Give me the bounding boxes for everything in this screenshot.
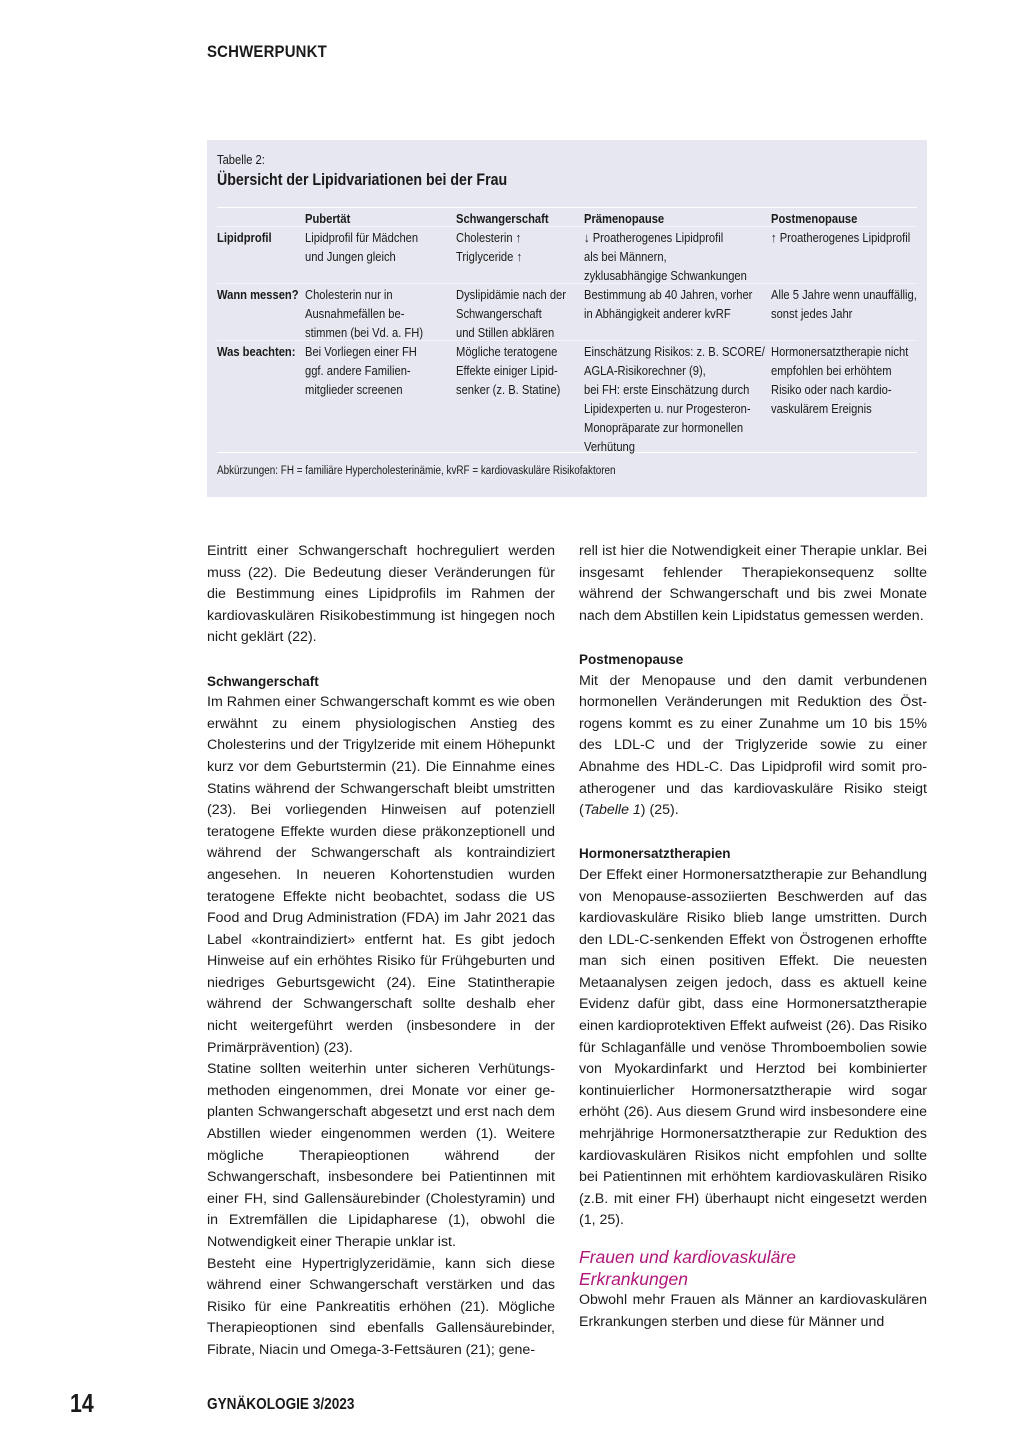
table-reference: Tabelle 1 xyxy=(583,802,641,819)
row-separator xyxy=(217,226,917,227)
right-column xyxy=(579,541,927,1333)
table-cell: ↑ Proatherogenes Lipidprofil xyxy=(771,230,911,245)
table-cell: Einschätzung Risikos: z. B. SCORE/ AGLA-Risikorechner (9), bei FH: erste Einschätzung durch Lipidexperten u. nur Progesteron- Monopräparate zur hormonellen Verhütung xyxy=(584,344,765,454)
paragraph: rell ist hier die Notwendigkeit einer Therapie unklar. Bei insgesamt fehlender Therapiekonsequenz sollte während der Schwangerschaft und bis zwei Monate nach dem Abstillen kein Lipidstatus gemessen werden. xyxy=(579,543,927,624)
table-top-rule xyxy=(217,207,917,208)
column-header: Postmenopause xyxy=(771,211,858,226)
subheading-postmenopause: Postmenopause xyxy=(579,651,684,667)
paragraph: Mit der Menopause und den damit verbundenen hormonellen Veränderungen mit Reduktion des Östrogens kommt es zu einer Zunahme um 10 bis 15% des LDL-C und der Triglyzeride sowie zu einer Abnahme des HDL-C. Das Lipidprofil wird somit proatherogener und das kardiovaskuläre Risiko steigt (Tabelle 1) (25). xyxy=(579,672,927,819)
table-cell: Bei Vorliegen einer FH ggf. andere Familien- mitglieder screenen xyxy=(305,344,417,397)
table-cell: Alle 5 Jahre wenn unauffällig, sonst jedes Jahr xyxy=(771,287,917,321)
section-heading-frauen: Frauen und kardiovaskuläre Erkrankungen xyxy=(579,1247,796,1289)
lipid-table xyxy=(207,140,927,497)
column-header: Pubertät xyxy=(305,211,351,226)
table-caption: Tabelle 2: xyxy=(217,152,265,167)
paragraph: Obwohl mehr Frauen als Männer an kardiovaskulären Erkrankungen sterben und diese für Männer und xyxy=(579,1292,927,1330)
table-cell: Lipidprofil für Mädchen und Jungen gleich xyxy=(305,230,419,264)
subheading-hormonersatztherapien: Hormonersatztherapien xyxy=(579,846,731,862)
table-cell: Cholesterin nur in Ausnahmefällen be- stimmen (bei Vd. a. FH) xyxy=(305,287,424,340)
table-cell: Cholesterin ↑ Triglyceride ↑ xyxy=(456,230,523,264)
section-label: SCHWERPUNKT xyxy=(207,42,327,61)
table-bottom-rule xyxy=(217,452,917,453)
left-column xyxy=(207,541,555,1362)
paragraph: Der Effekt einer Hormonersatztherapie zur Behandlung von Menopause-assoziierten Beschwerden auf das kardiovaskuläre Risiko blieb lange umstritten. Durch den LDL-C-senkenden Effekt von Östrogenen erhoffte man sich einen positiven Effekt. Die neuesten Metaanalysen zeigen jedoch, dass es aktuell keine Evidenz dafür gibt, dass eine Hormonersatztherapie einen kardioprotektiven Effekt aufweist (26). Das Risiko für Schlaganfälle und venöse Thromboembolien sowie von Myokardinfarkt und Herztod bei kombinierter kontinuierlicher Hormonersatztherapie wird sogar erhöht (26). Aus diesem Grund wird insbesondere eine mehrjährige Hormonersatztherapie zur Reduktion des kardiovaskulären Risikos nicht empfohlen und sollte bei Patientinnen mit erhöhtem kardiovaskulären Risiko (z.B. mit einer FH) überhaupt nicht eingesetzt werden (1, 25). xyxy=(579,866,927,1229)
row-label: Lipidprofil xyxy=(217,230,272,245)
table-cell: Bestimmung ab 40 Jahren, vorher in Abhängigkeit anderer kvRF xyxy=(584,287,753,321)
column-header: Schwangerschaft xyxy=(456,211,549,226)
paragraph: Im Rahmen einer Schwangerschaft kommt es wie oben erwähnt zu einem physiologischen Anstieg des Cholesterins und der Trigylzeride mit einem Höhepunkt kurz vor dem Geburtstermin (21). Die Einnahme eines Statins während der Schwangerschaft bleibt umstritten (23). Bei vorliegenden Hinweisen auf potenziell teratogene Effekte wurden diese präkonzeptionell und während der Schwangerschaft als kontraindiziert angesehen. In neueren Kohortenstudien wurden teratogene Effekte nicht beobachtet, sodass die US Food and Drug Administration (FDA) im Jahr 2021 das Label «kontraindiziert» entfernt hat. Es gibt jedoch Hinweise auf ein erhöhtes Risiko für Frühgeburten und niedriges Geburtsgewicht (24). Eine Statintherapie während der Schwangerschaft sollte deshalb eher nicht weitergeführt werden (insbesondere in der Primärprävention) (23). xyxy=(207,694,555,1056)
row-label: Was beachten: xyxy=(217,344,296,359)
subheading-schwangerschaft: Schwangerschaft xyxy=(207,673,319,689)
paragraph: Statine sollten weiterhin unter sicheren Verhütungsmethoden eingenommen, drei Monate vor einer geplanten Schwangerschaft abgesetzt und erst nach dem Abstillen wieder eingenommen werden (1). Weitere mögliche Therapieoptionen während der Schwangerschaft, insbesondere bei Patientinnen mit einer FH, sind Gallensäurebinder (Cholestyramin) und in Extremfällen die Lipidapharese (1), obwohl die Notwendigkeit einer Therapie unklar ist. xyxy=(207,1061,555,1250)
page-number: 14 xyxy=(70,1388,94,1418)
row-separator xyxy=(217,340,917,341)
paragraph: Eintritt einer Schwangerschaft hochreguliert werden muss (22). Die Bedeutung dieser Veränderungen für die Bestimmung eines Lipidprofils im Rahmen der kardiovaskulären Risikobestimmung ist hingegen noch nicht geklärt (22). xyxy=(207,543,555,646)
table-abbreviations: Abkürzungen: FH = familiäre Hypercholesterinämie, kvRF = kardiovaskuläre Risikofaktoren xyxy=(217,465,616,477)
row-label: Wann messen? xyxy=(217,287,299,302)
table-title: Übersicht der Lipidvariationen bei der Frau xyxy=(217,171,508,189)
table-cell: Hormonersatztherapie nicht empfohlen bei erhöhtem Risiko oder nach kardio- vaskulärem Ereignis xyxy=(771,344,909,416)
table-cell: Dyslipidämie nach der Schwangerschaft und Stillen abklären xyxy=(456,287,566,340)
table-cell: Mögliche teratogene Effekte einiger Lipid- senker (z. B. Statine) xyxy=(456,344,561,397)
row-separator xyxy=(217,283,917,284)
table-cell: ↓ Proatherogenes Lipidprofil als bei Männern, zyklusabhängige Schwankungen xyxy=(584,230,747,283)
journal-issue: GYNÄKOLOGIE 3/2023 xyxy=(207,1396,355,1413)
column-header: Prämenopause xyxy=(584,211,665,226)
paragraph: Besteht eine Hypertriglyzeridämie, kann sich diese während einer Schwangerschaft verstärken und das Risiko für eine Pankreatitis erhöhen (21). Mögliche Therapieoptionen sind ebenfalls Gallensäurebinder, Fibrate, Niacin und Omega-3-Fettsäuren (21); gene- xyxy=(207,1255,555,1358)
